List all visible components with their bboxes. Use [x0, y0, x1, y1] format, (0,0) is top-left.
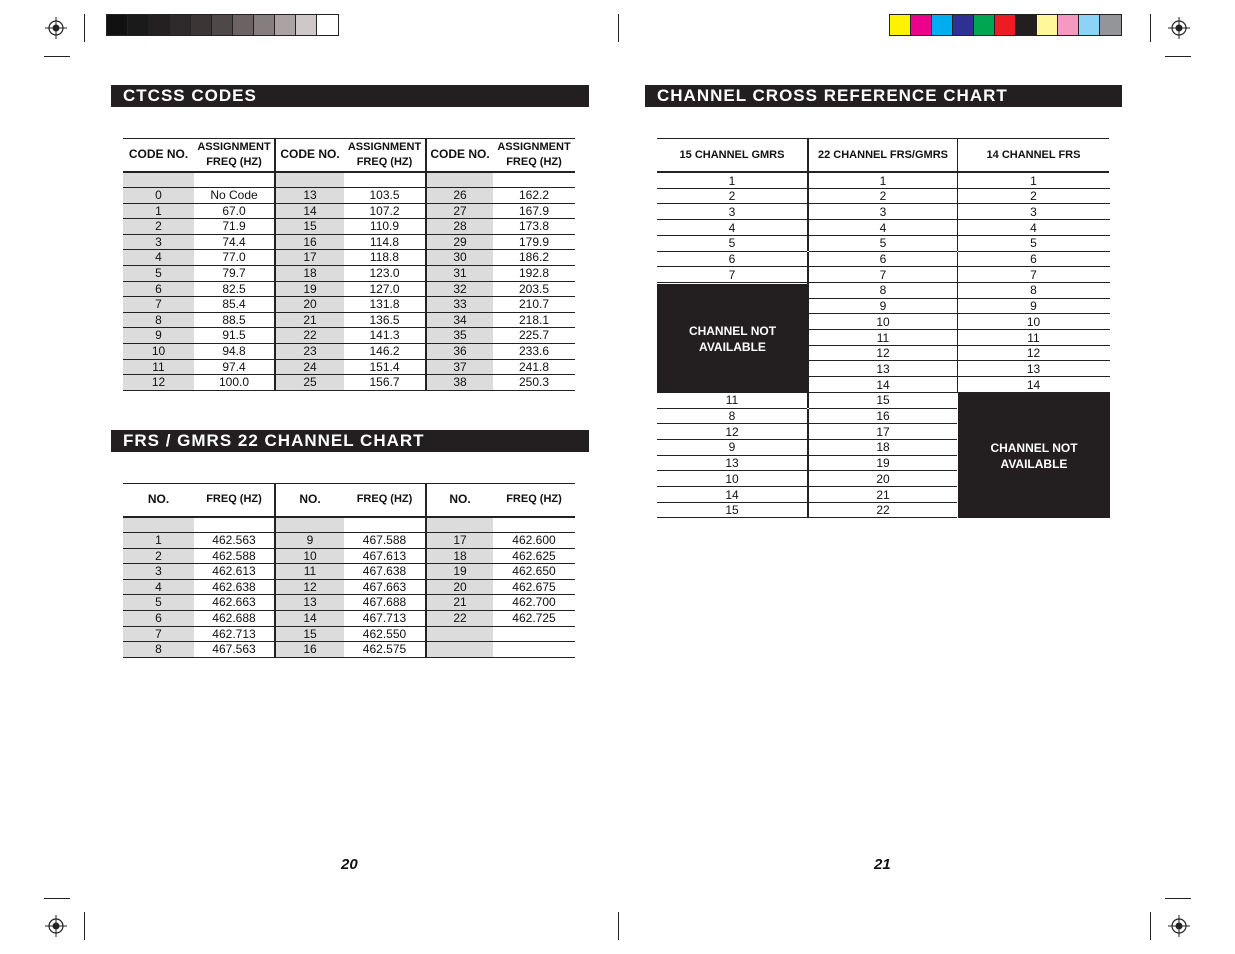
ctcss-number-cell: 6 [123, 281, 194, 297]
color-swatch [1016, 15, 1037, 35]
ctcss-row [123, 344, 575, 360]
xref-gmrs-cell: 14 [725, 487, 739, 502]
color-swatch [149, 15, 170, 35]
ctcss-row [123, 297, 575, 313]
frs-number-cell: 5 [123, 595, 194, 611]
xref-gmrs-cell: 15 [725, 503, 739, 518]
xref-frs14-cell: 11 [1027, 330, 1040, 345]
frs-frequency-cell: 467.638 [344, 564, 426, 580]
ctcss-number-cell: 31 [426, 266, 493, 282]
ctcss-frequency-cell: 85.4 [194, 297, 275, 313]
xref-frsgmrs-cell: 10 [876, 314, 890, 329]
ctcss-row [123, 266, 575, 282]
xref-gmrs-cell: 12 [725, 424, 739, 439]
ctcss-row [123, 312, 575, 328]
ctcss-frequency-cell: 94.8 [194, 344, 275, 360]
ctcss-number-cell: 7 [123, 297, 194, 313]
ctcss-row [123, 359, 575, 375]
ctcss-frequency-cell: 241.8 [493, 359, 575, 375]
ctcss-row [123, 234, 575, 250]
xref-frsgmrs-cell: 14 [876, 377, 890, 392]
ctcss-row [123, 375, 575, 391]
ctcss-frequency-cell: 71.9 [194, 219, 275, 235]
ctcss-number-cell: 5 [123, 266, 194, 282]
frs-number-cell: 13 [275, 595, 344, 611]
ctcss-number-cell: 25 [275, 375, 344, 391]
ctcss-header-freq: ASSIGNMENT FREQ (HZ) [493, 139, 575, 172]
color-swatch [170, 15, 191, 35]
xref-gmrs-cell: 2 [728, 189, 736, 204]
registration-mark-icon [1168, 915, 1190, 937]
xref-gmrs-cell: 1 [728, 173, 736, 188]
xref-frsgmrs-cell: 3 [879, 204, 887, 219]
frs-row [123, 548, 575, 564]
ctcss-header-code: CODE NO. [275, 139, 344, 172]
frs-frequency-cell: 467.688 [344, 595, 426, 611]
frs-header-freq: FREQ (HZ) [493, 484, 575, 517]
xref-header-frs14: 14 CHANNEL FRS [986, 149, 1081, 161]
xref-frs14-cell: 5 [1030, 236, 1037, 251]
xref-frs14-cell: 3 [1030, 204, 1037, 219]
xref-frsgmrs-cell: 6 [879, 252, 887, 266]
frs-row [123, 533, 575, 549]
ctcss-frequency-cell: 156.7 [344, 375, 426, 391]
frs-row [123, 564, 575, 580]
xref-frs14-cell: 7 [1030, 267, 1037, 282]
ctcss-frequency-cell: 114.8 [344, 234, 426, 250]
ctcss-frequency-cell: 203.5 [493, 281, 575, 297]
frs-frequency-cell [493, 642, 575, 658]
ctcss-frequency-cell: 131.8 [344, 297, 426, 313]
registration-mark-icon [1168, 17, 1190, 39]
ctcss-frequency-cell: No Code [194, 188, 275, 204]
ctcss-frequency-cell: 173.8 [493, 219, 575, 235]
ctcss-number-cell: 2 [123, 219, 194, 235]
color-swatch [1037, 15, 1058, 35]
xref-frsgmrs-cell: 18 [876, 440, 890, 455]
ctcss-number-cell: 16 [275, 234, 344, 250]
xref-header-gmrs15: 15 CHANNEL GMRS [679, 149, 785, 161]
ctcss-number-cell: 22 [275, 328, 344, 344]
frs-number-cell: 20 [426, 579, 493, 595]
ctcss-frequency-cell: 250.3 [493, 375, 575, 391]
frs-number-cell: 2 [123, 548, 194, 564]
color-swatch [296, 15, 317, 35]
ctcss-frequency-cell: 162.2 [493, 188, 575, 204]
ctcss-frequency-cell: 97.4 [194, 359, 275, 375]
ctcss-frequency-cell: 110.9 [344, 219, 426, 235]
ctcss-number-cell: 38 [426, 375, 493, 391]
frs-number-cell: 4 [123, 579, 194, 595]
color-swatch [1079, 15, 1100, 35]
ctcss-number-cell: 32 [426, 281, 493, 297]
ctcss-frequency-cell: 141.3 [344, 328, 426, 344]
channel-not-available-block: CHANNEL NOT AVAILABLE [657, 284, 808, 393]
frs-number-cell: 17 [426, 533, 493, 549]
ctcss-number-cell: 34 [426, 312, 493, 328]
frs-header-freq: FREQ (HZ) [194, 484, 275, 517]
xref-gmrs-cell: 13 [725, 456, 739, 471]
frs-frequency-cell: 462.550 [344, 626, 426, 642]
frs-row [123, 579, 575, 595]
color-swatch [317, 15, 338, 35]
xref-frs14-cell: 14 [1026, 377, 1041, 392]
channel-cross-reference-table [657, 138, 1110, 518]
ctcss-number-cell: 24 [275, 359, 344, 375]
ctcss-header-freq: ASSIGNMENT FREQ (HZ) [344, 139, 426, 172]
ctcss-row [123, 203, 575, 219]
color-swatch [995, 15, 1016, 35]
xref-frsgmrs-cell: 21 [876, 487, 890, 502]
ctcss-number-cell: 36 [426, 344, 493, 360]
frs-frequency-cell: 462.600 [493, 533, 575, 549]
page-number-right: 21 [874, 856, 891, 873]
xref-frsgmrs-cell: 8 [879, 283, 887, 298]
ctcss-number-cell: 13 [275, 188, 344, 204]
ctcss-number-cell: 26 [426, 188, 493, 204]
process-color-bar [889, 14, 1122, 36]
ctcss-frequency-cell: 210.7 [493, 297, 575, 313]
ctcss-row [123, 250, 575, 266]
ctcss-number-cell: 27 [426, 203, 493, 219]
frs-number-cell: 6 [123, 611, 194, 627]
ctcss-number-cell: 29 [426, 234, 493, 250]
ctcss-number-cell: 20 [275, 297, 344, 313]
ctcss-frequency-cell: 91.5 [194, 328, 275, 344]
xref-frsgmrs-cell: 7 [879, 267, 887, 282]
frs-number-cell: 19 [426, 564, 493, 580]
ctcss-codes-table [123, 138, 575, 391]
frs-frequency-cell: 462.625 [493, 548, 575, 564]
xref-section-title: CHANNEL CROSS REFERENCE CHART [645, 85, 1122, 107]
xref-frs14-cell: 8 [1030, 283, 1037, 298]
ctcss-number-cell: 30 [426, 250, 493, 266]
xref-frsgmrs-cell: 5 [879, 236, 887, 251]
frs-frequency-cell: 462.725 [493, 611, 575, 627]
frs-number-cell: 21 [426, 595, 493, 611]
ctcss-header-code: CODE NO. [123, 139, 194, 172]
xref-gmrs-cell: 8 [728, 409, 736, 423]
xref-gmrs-cell: 7 [728, 267, 736, 282]
ctcss-frequency-cell: 151.4 [344, 359, 426, 375]
frs-frequency-cell: 467.563 [194, 642, 275, 658]
ctcss-number-cell: 37 [426, 359, 493, 375]
xref-frs14-cell: 1 [1030, 173, 1037, 188]
frs-frequency-cell: 462.575 [344, 642, 426, 658]
ctcss-number-cell: 19 [275, 281, 344, 297]
frs-frequency-cell: 462.563 [194, 533, 275, 549]
frs-frequency-cell: 462.638 [194, 579, 275, 595]
ctcss-number-cell: 4 [123, 250, 194, 266]
frs-number-cell: 3 [123, 564, 194, 580]
ctcss-frequency-cell: 225.7 [493, 328, 575, 344]
frs-number-cell [426, 642, 493, 658]
frs-frequency-cell: 462.700 [493, 595, 575, 611]
frs-number-cell: 15 [275, 626, 344, 642]
xref-frs14-cell: 4 [1030, 220, 1037, 235]
frs-frequency-cell: 462.663 [194, 595, 275, 611]
ctcss-frequency-cell: 82.5 [194, 281, 275, 297]
frs-header-no: NO. [426, 484, 493, 517]
xref-frs14-cell: 6 [1030, 252, 1037, 266]
ctcss-number-cell: 14 [275, 203, 344, 219]
frs-frequency-cell: 462.613 [194, 564, 275, 580]
ctcss-row [123, 328, 575, 344]
frs-number-cell: 1 [123, 533, 194, 549]
frs-number-cell: 9 [275, 533, 344, 549]
xref-frsgmrs-cell: 12 [876, 346, 890, 361]
xref-frsgmrs-cell: 11 [876, 330, 890, 345]
ctcss-number-cell: 11 [123, 359, 194, 375]
ctcss-number-cell: 28 [426, 219, 493, 235]
xref-frs14-cell: 10 [1026, 314, 1041, 329]
ctcss-number-cell: 21 [275, 312, 344, 328]
ctcss-row [123, 219, 575, 235]
ctcss-frequency-cell: 136.5 [344, 312, 426, 328]
frs-frequency-cell: 467.613 [344, 548, 426, 564]
color-swatch [890, 15, 911, 35]
ctcss-row [123, 188, 575, 204]
ctcss-frequency-cell: 67.0 [194, 203, 275, 219]
color-swatch [1058, 15, 1079, 35]
ctcss-number-cell: 10 [123, 344, 194, 360]
ctcss-number-cell: 0 [123, 188, 194, 204]
ctcss-frequency-cell: 186.2 [493, 250, 575, 266]
frs-frequency-cell: 467.663 [344, 579, 426, 595]
ctcss-frequency-cell: 100.0 [194, 375, 275, 391]
xref-frsgmrs-cell: 19 [876, 456, 890, 471]
xref-frsgmrs-cell: 16 [876, 409, 890, 423]
ctcss-frequency-cell: 123.0 [344, 266, 426, 282]
frs-frequency-cell [493, 626, 575, 642]
frs-row [123, 626, 575, 642]
xref-gmrs-cell: 5 [728, 236, 736, 251]
xref-header-frsgmrs22: 22 CHANNEL FRS/GMRS [818, 149, 948, 161]
registration-mark-icon [45, 17, 67, 39]
ctcss-header-freq: ASSIGNMENT FREQ (HZ) [194, 139, 275, 172]
ctcss-row [123, 281, 575, 297]
xref-gmrs-cell: 6 [728, 252, 736, 266]
page-number-left: 20 [341, 856, 358, 873]
frs-number-cell: 7 [123, 626, 194, 642]
color-swatch [128, 15, 149, 35]
frs-frequency-cell: 462.713 [194, 626, 275, 642]
frs-number-cell: 22 [426, 611, 493, 627]
color-swatch [107, 15, 128, 35]
frs-number-cell [426, 626, 493, 642]
xref-frs14-cell: 2 [1030, 189, 1037, 204]
ctcss-header-code: CODE NO. [426, 139, 493, 172]
ctcss-frequency-cell: 118.8 [344, 250, 426, 266]
color-swatch [953, 15, 974, 35]
ctcss-number-cell: 1 [123, 203, 194, 219]
color-swatch [932, 15, 953, 35]
frs-section-title: FRS / GMRS 22 CHANNEL CHART [111, 430, 589, 452]
ctcss-number-cell: 17 [275, 250, 344, 266]
color-swatch [233, 15, 254, 35]
xref-gmrs-cell: 4 [728, 220, 736, 235]
ctcss-frequency-cell: 107.2 [344, 203, 426, 219]
frs-number-cell: 11 [275, 564, 344, 580]
ctcss-number-cell: 18 [275, 266, 344, 282]
ctcss-frequency-cell: 77.0 [194, 250, 275, 266]
frs-number-cell: 14 [275, 611, 344, 627]
xref-frs14-cell: 12 [1026, 346, 1041, 361]
color-swatch [275, 15, 296, 35]
frs-frequency-cell: 467.588 [344, 533, 426, 549]
ctcss-frequency-cell: 79.7 [194, 266, 275, 282]
ctcss-frequency-cell: 218.1 [493, 312, 575, 328]
color-swatch [212, 15, 233, 35]
xref-gmrs-cell: 10 [725, 471, 739, 486]
frs-frequency-cell: 462.675 [493, 579, 575, 595]
ctcss-frequency-cell: 167.9 [493, 203, 575, 219]
ctcss-section-title: CTCSS CODES [111, 85, 589, 107]
color-swatch [191, 15, 212, 35]
frs-header-no: NO. [275, 484, 344, 517]
frs-row [123, 611, 575, 627]
ctcss-number-cell: 8 [123, 312, 194, 328]
frs-row [123, 595, 575, 611]
color-swatch [911, 15, 932, 35]
xref-frsgmrs-cell: 15 [876, 393, 890, 408]
color-swatch [974, 15, 995, 35]
xref-frsgmrs-cell: 9 [879, 299, 887, 314]
xref-gmrs-cell: 9 [728, 440, 736, 455]
frs-header-no: NO. [123, 484, 194, 517]
color-swatch [1100, 15, 1121, 35]
ctcss-frequency-cell: 146.2 [344, 344, 426, 360]
frs-number-cell: 10 [275, 548, 344, 564]
frs-frequency-cell: 462.588 [194, 548, 275, 564]
ctcss-frequency-cell: 192.8 [493, 266, 575, 282]
xref-frsgmrs-cell: 17 [876, 424, 890, 439]
xref-frsgmrs-cell: 20 [876, 471, 890, 486]
registration-mark-icon [45, 915, 67, 937]
frs-frequency-cell: 462.650 [493, 564, 575, 580]
xref-frsgmrs-cell: 4 [879, 220, 887, 235]
frs-row [123, 642, 575, 658]
ctcss-frequency-cell: 74.4 [194, 234, 275, 250]
ctcss-number-cell: 15 [275, 219, 344, 235]
ctcss-frequency-cell: 88.5 [194, 312, 275, 328]
frs-frequency-cell: 462.688 [194, 611, 275, 627]
frs-number-cell: 8 [123, 642, 194, 658]
channel-not-available-block: CHANNEL NOT AVAILABLE [958, 393, 1110, 518]
ctcss-frequency-cell: 179.9 [493, 234, 575, 250]
xref-frsgmrs-cell: 13 [876, 361, 890, 376]
ctcss-frequency-cell: 127.0 [344, 281, 426, 297]
frs-number-cell: 16 [275, 642, 344, 658]
xref-gmrs-cell: 11 [725, 393, 739, 408]
frs-frequency-cell: 467.713 [344, 611, 426, 627]
ctcss-number-cell: 9 [123, 328, 194, 344]
ctcss-number-cell: 12 [123, 375, 194, 391]
ctcss-number-cell: 33 [426, 297, 493, 313]
frs-gmrs-channel-table [123, 483, 575, 658]
frs-number-cell: 12 [275, 579, 344, 595]
frs-header-freq: FREQ (HZ) [344, 484, 426, 517]
frs-number-cell: 18 [426, 548, 493, 564]
xref-frs14-cell: 13 [1026, 361, 1041, 376]
ctcss-frequency-cell: 233.6 [493, 344, 575, 360]
xref-frsgmrs-cell: 2 [879, 189, 887, 204]
ctcss-number-cell: 23 [275, 344, 344, 360]
xref-frsgmrs-cell: 22 [876, 503, 890, 518]
ctcss-number-cell: 35 [426, 328, 493, 344]
color-swatch [254, 15, 275, 35]
ctcss-frequency-cell: 103.5 [344, 188, 426, 204]
ctcss-number-cell: 3 [123, 234, 194, 250]
grayscale-color-bar [106, 14, 339, 36]
xref-frs14-cell: 9 [1030, 299, 1037, 314]
xref-frsgmrs-cell: 1 [879, 173, 887, 188]
xref-gmrs-cell: 3 [728, 204, 736, 219]
